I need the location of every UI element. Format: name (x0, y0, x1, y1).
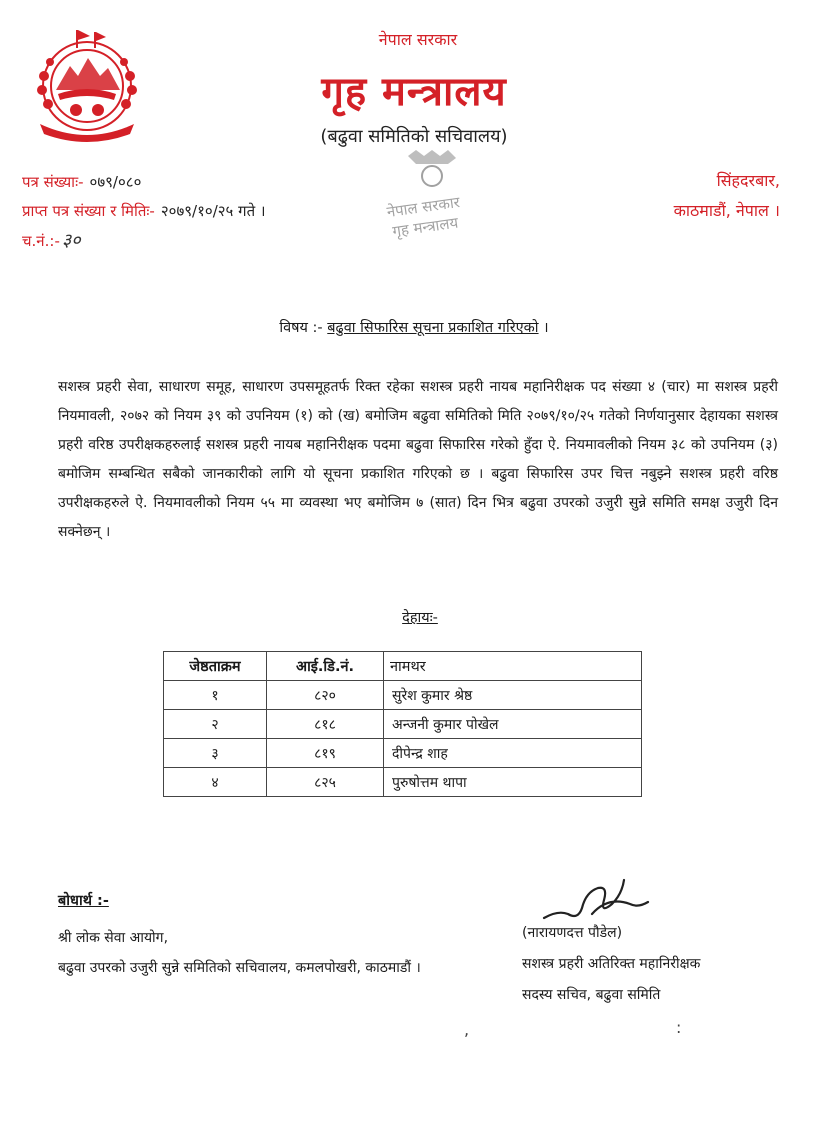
cc-line-1: श्री लोक सेवा आयोग, (58, 930, 169, 946)
signatory-title: सशस्त्र प्रहरी अतिरिक्त महानिरीक्षक (522, 956, 701, 972)
name-cell: सुरेश कुमार श्रेष्ठ (384, 681, 642, 710)
name-cell: अन्जनी कुमार पोखेल (384, 710, 642, 739)
table-row (164, 681, 642, 710)
header-name: नामथर (384, 652, 642, 681)
subject-label: विषय :- (279, 320, 323, 336)
subject-end: । (543, 320, 549, 336)
signatory-name: (नारायणदत्त पौडेल) (522, 925, 623, 941)
id-cell: ८१८ (267, 710, 384, 739)
office-stamp-icon (368, 150, 486, 242)
stray-mark-icon: : (676, 1018, 682, 1037)
signatory-block (522, 918, 700, 1011)
name-cell: दीपेन्द्र शाह (384, 739, 642, 768)
cc-list (58, 923, 421, 983)
seniority-cell: ४ (164, 768, 267, 797)
table-header-row (164, 652, 642, 681)
dispatch-label: च.नं.:- (22, 232, 60, 250)
table-row (164, 768, 642, 797)
seniority-cell: १ (164, 681, 267, 710)
ministry-title: गृह मन्त्रालय (321, 69, 507, 115)
annex-label: देहायः- (402, 610, 438, 626)
header-id: आई.डि.नं. (267, 652, 384, 681)
letter-number-row (22, 168, 266, 197)
subject-text: बढुवा सिफारिस सूचना प्रकाशित गरिएको (327, 320, 539, 336)
notice-body: सशस्त्र प्रहरी सेवा, साधारण समूह, साधारण उपसमूहतर्फ रिक्त रहेका सशस्त्र प्रहरी नायब महानिरीक्षक पद संख्या ४ (चार) मा सशस्त्र प्रहरी नियमावली, २०७२ को नियम ३९ को उपनियम (१) को (ख) बमोजिम बढुवा समितिको मिति २०७९/१०/२५ गतेको निर्णयानुसार देहायका सशस्त्र प्रहरी वरिष्ठ उपरीक्षकहरुलाई सशस्त्र प्रहरी नायब महानिरीक्षक पदमा बढुवा सिफारिस गरेको हुँदा ऐ. नियमावलीको नियम ३८ को उपनियम (३) बमोजिम सम्बन्धित सबैको जानकारीको लागि यो सूचना प्रकाशित गरिएको छ । बढुवा सिफारिस उपर चित्त नबुझ्ने सशस्त्र प्रहरी वरिष्ठ उपरीक्षकहरुले ऐ. नियमावलीको नियम ५५ मा व्यवस्था भए बमोजिम ७ (सात) दिन भित्र बढुवा उपरको उजुरी सुन्ने समिति समक्ष उजुरी दिन सक्नेछन् । (58, 379, 778, 540)
received-value: २०७९/१०/२५ गते । (160, 202, 266, 220)
address-line-1: सिंहदरबार, (716, 171, 780, 190)
secretariat-subtitle: (बढुवा समितिको सचिवालय) (320, 126, 508, 147)
subject-line (0, 317, 828, 337)
stray-mark-icon: , (464, 1020, 470, 1039)
attention-label: बोधार्थ :- (58, 893, 109, 909)
office-address (674, 166, 780, 226)
header-seniority: जेष्ठताक्रम (164, 652, 267, 681)
table-row (164, 710, 642, 739)
letter-number-label: पत्र संख्याः- (22, 173, 84, 191)
cc-line-2: बढुवा उपरको उजुरी सुन्ने समितिको सचिवालय, कमलपोखरी, काठमाडौं । (58, 960, 421, 976)
address-line-2: काठमाडौं, नेपाल । (673, 201, 780, 220)
received-row (22, 197, 266, 226)
dispatch-row (22, 226, 266, 256)
letter-number-value: ०७९/०८० (89, 173, 142, 191)
id-cell: ८२५ (267, 768, 384, 797)
seniority-cell: ३ (164, 739, 267, 768)
received-label: प्राप्त पत्र संख्या र मितिः- (22, 202, 155, 220)
government-line: नेपाल सरकार (378, 30, 458, 49)
id-cell: ८२० (267, 681, 384, 710)
id-cell: ८१९ (267, 739, 384, 768)
promotion-table (163, 651, 642, 797)
seniority-cell: २ (164, 710, 267, 739)
name-cell: पुरुषोत्तम थापा (384, 768, 642, 797)
signatory-role: सदस्य सचिव, बढुवा समिति (522, 987, 661, 1003)
letter-meta (22, 168, 266, 256)
table-row (164, 739, 642, 768)
stamp-text-2: गृह मन्त्रालय (391, 213, 460, 241)
stamp-text-1: नेपाल सरकार (385, 193, 461, 222)
dispatch-value: ३० (61, 230, 81, 251)
